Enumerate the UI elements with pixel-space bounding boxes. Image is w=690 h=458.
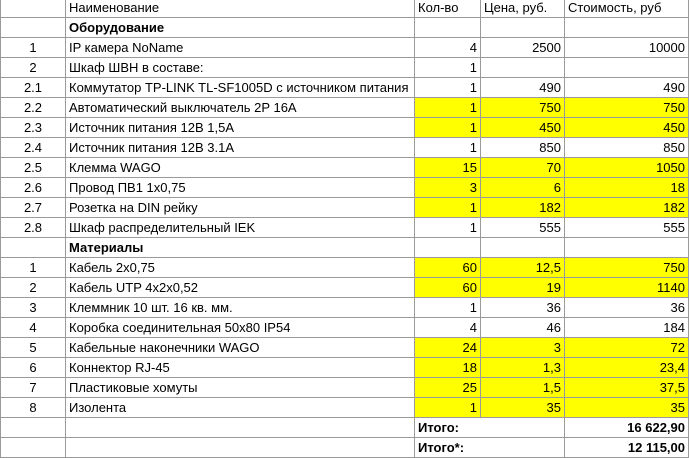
quantity-cell[interactable]: 18 [415,358,481,378]
cost-cell[interactable]: 10000 [565,38,689,58]
price-cell[interactable]: 555 [481,218,565,238]
item-name-cell[interactable]: Провод ПВ1 1х0,75 [66,178,415,198]
cost-cell[interactable]: 35 [565,398,689,418]
price-cell[interactable] [481,58,565,78]
row-number-cell[interactable]: 2.6 [1,178,66,198]
table-row [1,118,689,138]
quantity-cell[interactable]: 60 [415,258,481,278]
row-number-cell[interactable]: 1 [1,258,66,278]
quantity-cell[interactable]: 1 [415,198,481,218]
item-name-cell[interactable]: Коммутатор TP-LINK TL-SF1005D с источником питания [66,78,415,98]
row-number-cell[interactable]: 2.3 [1,118,66,138]
table-row [1,158,689,178]
row-number-cell[interactable]: 2 [1,58,66,78]
item-name-cell[interactable]: Кабельные наконечники WAGO [66,338,415,358]
quantity-cell[interactable]: 1 [415,98,481,118]
quantity-cell[interactable]: 25 [415,378,481,398]
table-row [1,338,689,358]
table-row [1,398,689,418]
item-name-cell[interactable]: Источник питания 12В 1,5А [66,118,415,138]
row-number-cell[interactable]: 1 [1,38,66,58]
cost-cell[interactable]: 555 [565,218,689,238]
quantity-cell[interactable]: 24 [415,338,481,358]
price-cell[interactable] [481,18,565,38]
quantity-cell[interactable]: 1 [415,218,481,238]
quantity-cell[interactable]: 1 [415,138,481,158]
cost-cell[interactable]: 1050 [565,158,689,178]
cost-cell[interactable] [565,18,689,38]
quantity-cell[interactable]: 1 [415,118,481,138]
cost-cell[interactable] [565,58,689,78]
total-label-cell[interactable]: Итого: [415,418,565,438]
table-row [1,198,689,218]
total-value-cell[interactable]: 12 115,00 [565,438,689,458]
header-num-cell[interactable] [1,0,66,18]
row-number-cell[interactable]: 5 [1,338,66,358]
table-row [1,138,689,158]
price-cell[interactable]: 70 [481,158,565,178]
price-cell[interactable]: 6 [481,178,565,198]
empty-cell[interactable] [66,438,415,458]
empty-cell[interactable] [1,438,66,458]
row-number-cell[interactable]: 2.5 [1,158,66,178]
price-cell[interactable]: 1,5 [481,378,565,398]
item-name-cell[interactable]: Кабель UTP 4х2х0,52 [66,278,415,298]
row-number-cell[interactable]: 6 [1,358,66,378]
cost-cell[interactable]: 37,5 [565,378,689,398]
header-cost-cell[interactable]: Стоимость, руб [565,0,689,18]
price-cell[interactable] [481,238,565,258]
quantity-cell[interactable]: 15 [415,158,481,178]
row-number-cell[interactable]: 2 [1,278,66,298]
item-name-cell[interactable]: Клемма WAGO [66,158,415,178]
item-name-cell[interactable]: Кабель 2х0,75 [66,258,415,278]
table-row [1,58,689,78]
table-row [1,98,689,118]
item-name-cell[interactable]: Автоматический выключатель 2P 16A [66,98,415,118]
table-row [1,218,689,238]
quantity-cell[interactable]: 3 [415,178,481,198]
price-cell[interactable]: 182 [481,198,565,218]
quantity-cell[interactable]: 4 [415,318,481,338]
cost-cell[interactable]: 1140 [565,278,689,298]
header-name-cell[interactable]: Наименование [66,0,415,18]
quantity-cell[interactable]: 1 [415,58,481,78]
item-name-cell[interactable]: Оборудование [66,18,415,38]
section-row [1,238,689,258]
item-name-cell[interactable]: Материалы [66,238,415,258]
item-name-cell[interactable]: Коробка соединительная 50х80 IP54 [66,318,415,338]
item-name-cell[interactable]: Пластиковые хомуты [66,378,415,398]
cost-cell[interactable]: 750 [565,98,689,118]
item-name-cell[interactable]: Шкаф ШВН в составе: [66,58,415,78]
table-row [1,378,689,398]
item-name-cell[interactable]: Шкаф распределительный IEK [66,218,415,238]
cost-cell[interactable]: 450 [565,118,689,138]
price-cell[interactable]: 3 [481,338,565,358]
row-number-cell[interactable]: 2.4 [1,138,66,158]
quantity-cell[interactable] [415,238,481,258]
cost-cell[interactable]: 182 [565,198,689,218]
total-label-cell[interactable]: Итого*: [415,438,565,458]
price-cell[interactable]: 36 [481,298,565,318]
price-cell[interactable]: 46 [481,318,565,338]
cost-cell[interactable]: 490 [565,78,689,98]
quantity-cell[interactable] [415,18,481,38]
quantity-cell[interactable]: 60 [415,278,481,298]
table-row [1,178,689,198]
row-number-cell[interactable]: 2.1 [1,78,66,98]
row-number-cell[interactable] [1,238,66,258]
quantity-cell[interactable]: 1 [415,78,481,98]
cost-cell[interactable]: 18 [565,178,689,198]
price-cell[interactable]: 19 [481,278,565,298]
price-cell[interactable]: 35 [481,398,565,418]
cost-cell[interactable]: 23,4 [565,358,689,378]
quantity-cell[interactable]: 1 [415,398,481,418]
table-row [1,318,689,338]
table-row [1,358,689,378]
row-number-cell[interactable]: 2.8 [1,218,66,238]
price-cell[interactable]: 850 [481,138,565,158]
price-cell[interactable]: 750 [481,98,565,118]
row-number-cell[interactable]: 3 [1,298,66,318]
table-row [1,258,689,278]
price-cell[interactable]: 490 [481,78,565,98]
empty-cell[interactable] [66,418,415,438]
table-row [1,38,689,58]
row-number-cell[interactable]: 4 [1,318,66,338]
item-name-cell[interactable]: Изолента [66,398,415,418]
item-name-cell[interactable]: IP камера NoName [66,38,415,58]
row-number-cell[interactable]: 8 [1,398,66,418]
price-cell[interactable]: 450 [481,118,565,138]
cost-cell[interactable] [565,238,689,258]
header-qty-cell[interactable]: Кол-во [415,0,481,18]
section-row [1,18,689,38]
row-number-cell[interactable]: 7 [1,378,66,398]
header-price-cell[interactable]: Цена, руб. [481,0,565,18]
cost-cell[interactable]: 184 [565,318,689,338]
row-number-cell[interactable]: 2.7 [1,198,66,218]
table-row [1,278,689,298]
total-row [1,418,689,438]
header-row [1,0,689,18]
table-row [1,298,689,318]
row-number-cell[interactable]: 2.2 [1,98,66,118]
total-row [1,438,689,458]
quantity-cell[interactable]: 1 [415,298,481,318]
cost-cell[interactable]: 850 [565,138,689,158]
price-cell[interactable]: 2500 [481,38,565,58]
row-number-cell[interactable] [1,18,66,38]
cost-cell[interactable]: 36 [565,298,689,318]
item-name-cell[interactable]: Розетка на DIN рейку [66,198,415,218]
item-name-cell[interactable]: Коннектор RJ-45 [66,358,415,378]
price-cell[interactable]: 1,3 [481,358,565,378]
total-value-cell[interactable]: 16 622,90 [565,418,689,438]
table-row [1,78,689,98]
price-cell[interactable]: 12,5 [481,258,565,278]
item-name-cell[interactable]: Клеммник 10 шт. 16 кв. мм. [66,298,415,318]
cost-cell[interactable]: 750 [565,258,689,278]
empty-cell[interactable] [1,418,66,438]
cost-cell[interactable]: 72 [565,338,689,358]
item-name-cell[interactable]: Источник питания 12В 3.1А [66,138,415,158]
quantity-cell[interactable]: 4 [415,38,481,58]
